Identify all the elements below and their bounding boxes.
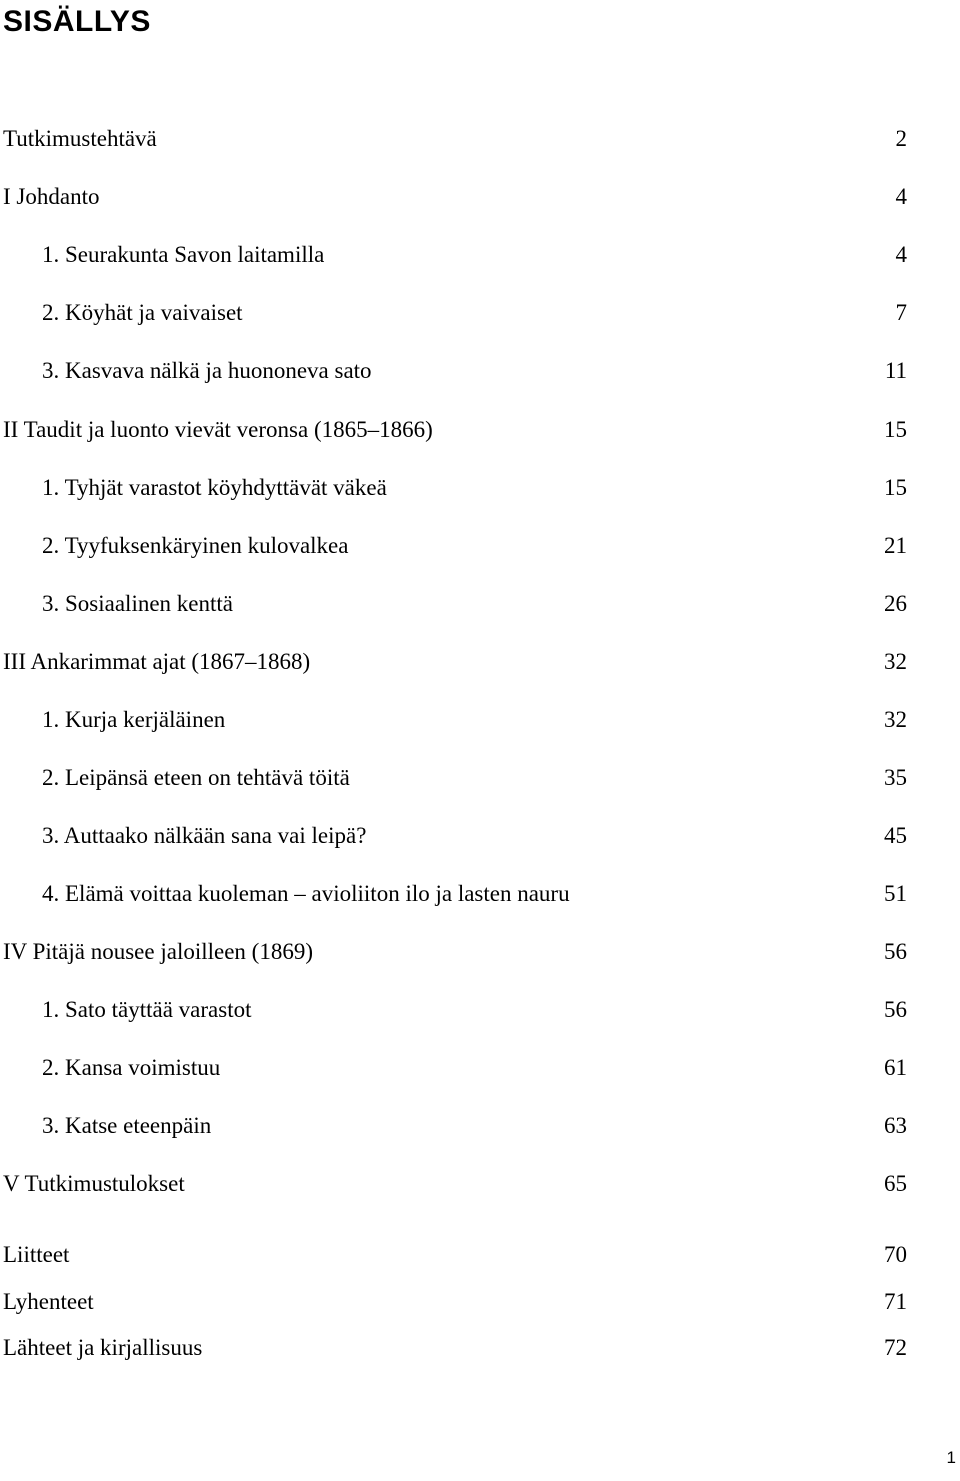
toc-entry-page: 72 (884, 1335, 907, 1360)
toc-entry (0, 821, 960, 851)
toc-entry-title: 1. Tyhjät varastot köyhdyttävät väkeä (42, 475, 387, 500)
toc-entry-title: V Tutkimustulokset (3, 1171, 185, 1196)
toc-entry-page: 4 (895, 242, 907, 267)
toc-entry (0, 705, 960, 735)
toc-entry (0, 937, 960, 967)
toc-entry-title: 3. Sosiaalinen kenttä (42, 591, 233, 616)
page-number: 1 (946, 1448, 956, 1467)
toc-entry-title: 2. Kansa voimistuu (42, 1055, 221, 1080)
toc-entry (0, 1169, 960, 1199)
toc-entry-title: 3. Kasvava nälkä ja huononeva sato (42, 358, 372, 383)
toc-entry-page: 56 (884, 997, 907, 1022)
toc-entry-title: Tutkimustehtävä (3, 126, 157, 151)
toc-entry-title: I Johdanto (3, 184, 100, 209)
toc-entry-title: 2. Leipänsä eteen on tehtävä töitä (42, 765, 350, 790)
toc-entry-page: 32 (884, 649, 907, 674)
toc-entry-page: 35 (884, 765, 907, 790)
toc-entry-title: 3. Auttaako nälkään sana vai leipä? (42, 823, 367, 848)
toc-entry-page: 63 (884, 1113, 907, 1138)
toc-entry-title: IV Pitäjä nousee jaloilleen (1869) (3, 939, 313, 964)
toc-entry-title: III Ankarimmat ajat (1867–1868) (3, 649, 311, 674)
page-title: SISÄLLYS (3, 5, 151, 38)
toc-entry (0, 589, 960, 619)
toc-entry-title: 1. Kurja kerjäläinen (42, 707, 226, 732)
toc-entry (0, 995, 960, 1025)
toc-entry-title: II Taudit ja luonto vievät veronsa (1865–1866) (3, 417, 433, 442)
toc-entry (0, 531, 960, 561)
toc-entry (0, 124, 960, 154)
toc-entry-page: 32 (884, 707, 907, 732)
toc-entry (0, 356, 960, 386)
toc-entry-page: 70 (884, 1242, 907, 1267)
toc-entry (0, 1240, 960, 1270)
toc-entry (0, 763, 960, 793)
toc-entry-page: 15 (884, 417, 907, 442)
toc-entry-title: 3. Katse eteenpäin (42, 1113, 212, 1138)
toc-entry-page: 71 (884, 1289, 907, 1314)
toc-entry (0, 1333, 960, 1363)
toc-entry-page: 4 (895, 184, 907, 209)
toc-entry-page: 61 (884, 1055, 907, 1080)
toc-entry-title: Lähteet ja kirjallisuus (3, 1335, 203, 1360)
toc-entry-page: 45 (884, 823, 907, 848)
toc-entry (0, 1053, 960, 1083)
toc-entry (0, 647, 960, 677)
toc-entry (0, 182, 960, 212)
toc-entry-title: 4. Elämä voittaa kuoleman – avioliiton ilo ja lasten nauru (42, 881, 570, 906)
toc-entry-page: 2 (895, 126, 907, 151)
toc-entry-page: 7 (895, 300, 907, 325)
toc-entry-page: 11 (884, 358, 907, 383)
toc-entry-page: 65 (884, 1171, 907, 1196)
toc-entry (0, 1111, 960, 1141)
toc-entry-page: 56 (884, 939, 907, 964)
toc-entry-page: 15 (884, 475, 907, 500)
toc-entry-page: 51 (884, 881, 907, 906)
toc-entry (0, 1287, 960, 1317)
toc-entry (0, 473, 960, 503)
toc-entry-title: Lyhenteet (3, 1289, 94, 1314)
toc-entry-title: 2. Tyyfuksenkäryinen kulovalkea (42, 533, 349, 558)
toc-entry-page: 26 (884, 591, 907, 616)
toc-entry (0, 240, 960, 270)
toc-entry-title: Liitteet (3, 1242, 70, 1267)
toc-entry-title: 1. Sato täyttää varastot (42, 997, 252, 1022)
toc-entry-title: 2. Köyhät ja vaivaiset (42, 300, 243, 325)
toc-entry (0, 298, 960, 328)
toc-entry (0, 879, 960, 909)
toc-entry-title: 1. Seurakunta Savon laitamilla (42, 242, 325, 267)
toc-entry-page: 21 (884, 533, 907, 558)
toc-entry (0, 415, 960, 445)
